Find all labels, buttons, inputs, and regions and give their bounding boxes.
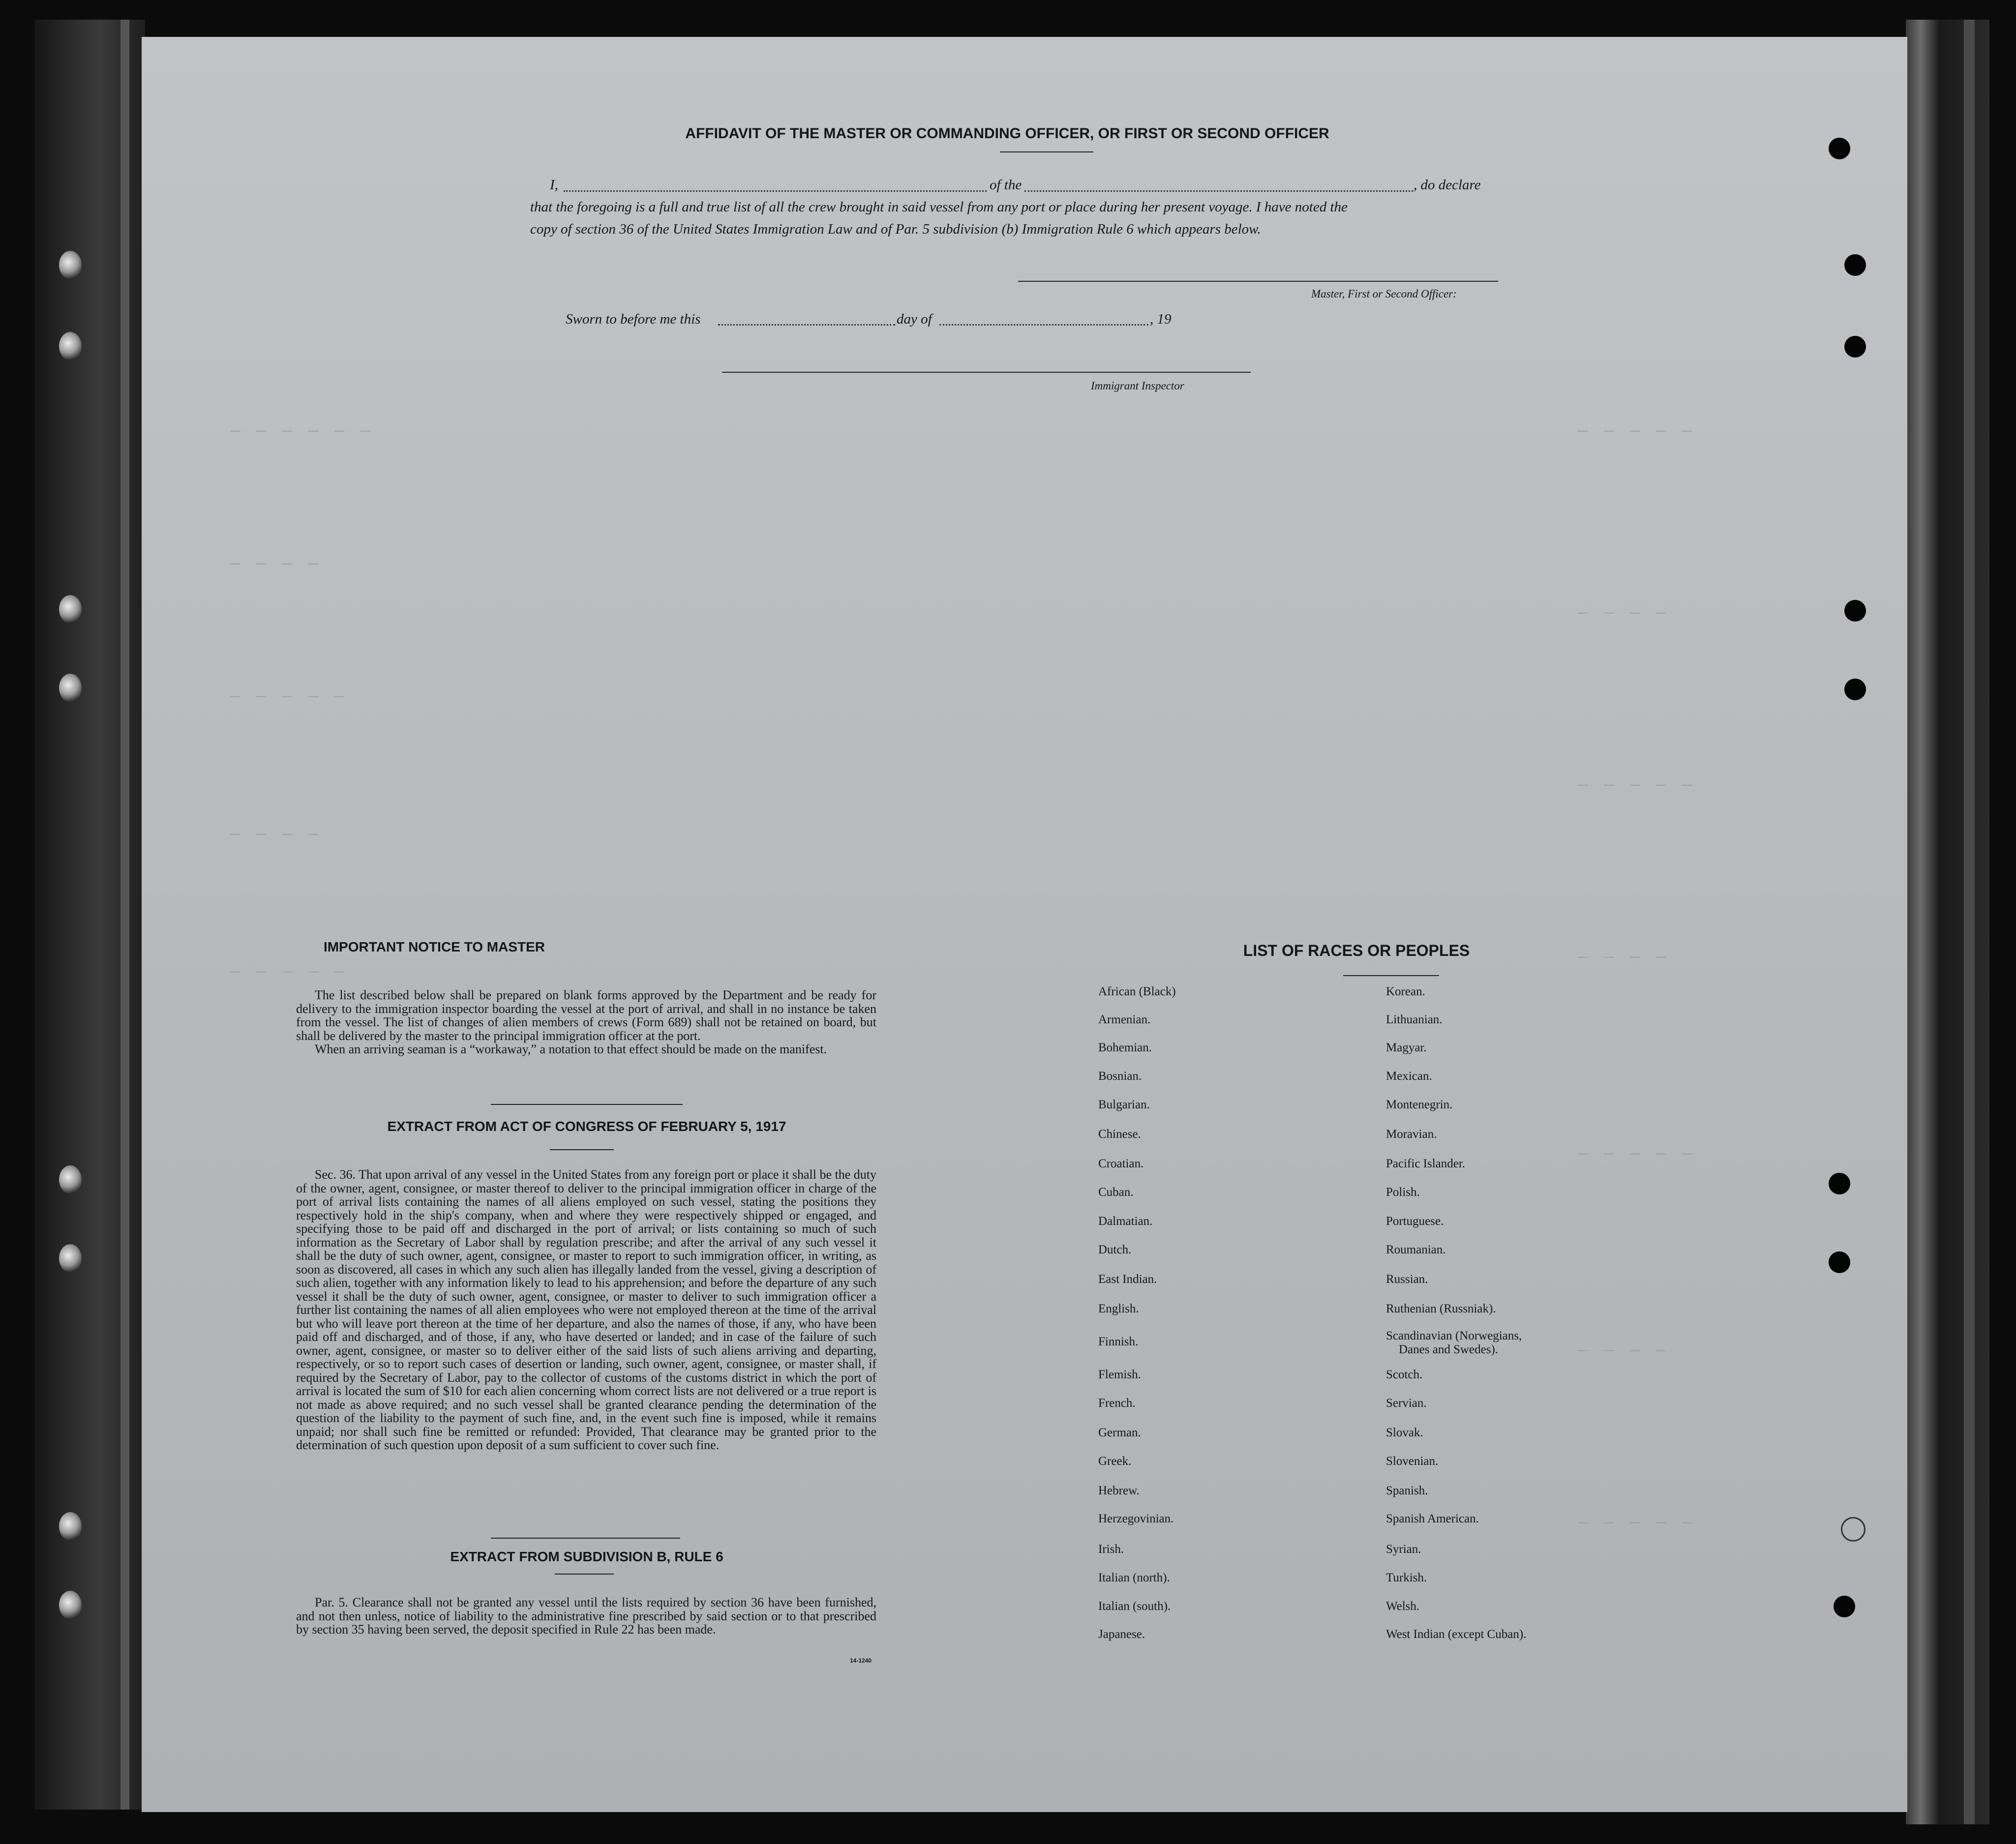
race-item: Italian (south). bbox=[1098, 1600, 1171, 1613]
race-item: Japanese. bbox=[1098, 1628, 1145, 1641]
race-item: Roumanian. bbox=[1386, 1243, 1446, 1256]
race-item: Ruthenian (Russniak). bbox=[1386, 1302, 1496, 1315]
race-item: Slovenian. bbox=[1386, 1455, 1439, 1468]
rule6-body bbox=[296, 1596, 876, 1636]
rule6-title: EXTRACT FROM SUBDIVISION B, RULE 6 bbox=[450, 1549, 723, 1564]
race-item: Hebrew. bbox=[1098, 1484, 1140, 1497]
affidavit-do-declare: , do declare bbox=[1414, 177, 1481, 193]
race-item: Slovak. bbox=[1386, 1426, 1423, 1439]
race-item: Korean. bbox=[1386, 985, 1425, 998]
binder-ring bbox=[59, 674, 82, 702]
affidavit-line2: copy of section 36 of the United States Immigration Law and of Par. 5 subdivision (b) Immigration Rule 6 which appears below. bbox=[530, 221, 1261, 237]
race-item: Greek. bbox=[1098, 1455, 1132, 1468]
punch-hole bbox=[1829, 1251, 1850, 1273]
binder-ring bbox=[59, 1244, 82, 1273]
affidavit-i-label: I, bbox=[550, 177, 558, 193]
race-item: Lithuanian. bbox=[1386, 1013, 1443, 1026]
race-item: Russian. bbox=[1386, 1273, 1428, 1286]
punch-hole bbox=[1844, 336, 1866, 357]
punch-hole bbox=[1834, 1596, 1855, 1617]
race-item: Syrian. bbox=[1386, 1543, 1421, 1556]
race-item: Armenian. bbox=[1098, 1013, 1151, 1026]
punch-hole bbox=[1829, 1173, 1850, 1194]
race-item: Portuguese. bbox=[1386, 1215, 1444, 1228]
sworn-day-line[interactable] bbox=[718, 324, 895, 326]
notice-paragraph: When an arriving seaman is a “workaway,” a notation to that effect should be made on the manifest. bbox=[315, 1042, 827, 1056]
binder-stripe bbox=[1964, 20, 1975, 1824]
punch-hole bbox=[1841, 1517, 1866, 1542]
race-item: Dutch. bbox=[1098, 1243, 1132, 1256]
binder-ring bbox=[59, 595, 82, 624]
races-title-underline bbox=[1343, 975, 1439, 976]
binder-edge bbox=[120, 20, 129, 1810]
race-item: East Indian. bbox=[1098, 1273, 1157, 1286]
race-item: Herzegovinian. bbox=[1098, 1512, 1174, 1525]
divider bbox=[555, 1574, 614, 1575]
race-item: Magyar. bbox=[1386, 1041, 1427, 1054]
vessel-field-line[interactable] bbox=[1024, 190, 1413, 192]
signature-line[interactable] bbox=[1018, 281, 1498, 282]
punch-hole bbox=[1829, 138, 1850, 159]
race-item: Chinese. bbox=[1098, 1128, 1141, 1141]
act-body bbox=[296, 1168, 876, 1452]
act-paragraph: Sec. 36. That upon arrival of any vessel in the United States from any foreign port or place it shall be the duty of the owner, agent, consignee, or master thereof to deliver to the principal immigration officer in charge of the port of arrival lists containing the names of all aliens employed on such vessel, stating the positions they respectively hold in the ship's company, when and where they were respectively shipped or engaged, and specifying those to be paid off and discharged in the port of arrival; or lists containing so much of such information as the Secretary of Labor shall by regulation prescribe; and after the arrival of any such vessel it shall be the duty of such owner, agent, consignee, or master to report to such immigration officer, in writing, as soon as discovered, all cases in which any such alien has illegally landed from the vessel, giving a description of such alien, together with any information likely to lead to his apprehension; and before the departure of any such vessel it shall be the duty of such owner, agent, consignee, or master to deliver to such immigration officer a further list containing the names of all alien employees who were not employed thereon at the time of the arrival but who will leave port thereon at the time of her departure, and also the names of those, if any, who have been paid off and discharged, and of those, if any, who have deserted or landed; and in case of the failure of such owner, agent, consignee, or master so to deliver either of the said lists of such aliens arriving and departing, respectively, or so to report such cases of desertion or landing, such owner, agent, consignee, or master shall, if required by the Secretary of Labor, pay to the collector of customs of the customs district in which the port of arrival is located the sum of $10 for each alien concerning whom correct lists are not delivered or a true report is not made as above required; and no such vessel shall be granted clearance pending the determination of the question of the liability to the payment of such fine, and, in the event such fine is imposed, while it remains unpaid; nor shall such fine be remitted or refunded: Provided, That clearance may be granted prior to the determination of such question upon deposit of a sum sufficient to cover such fine. bbox=[296, 1167, 876, 1452]
race-item: Danes and Swedes). bbox=[1399, 1343, 1499, 1356]
race-item: Scotch. bbox=[1386, 1368, 1423, 1381]
title-underline bbox=[1000, 151, 1093, 152]
race-item: Irish. bbox=[1098, 1543, 1124, 1556]
month-field-line[interactable] bbox=[939, 324, 1148, 326]
rule6-paragraph: Par. 5. Clearance shall not be granted any vessel until the lists required by section 36 have been furnished, and not then unless, notice of liability to the administrative fine prescribed by said section or to that prescribed by section 35 having been served, the deposit specified in Rule 22 has been made. bbox=[296, 1595, 876, 1636]
race-item: Moravian. bbox=[1386, 1128, 1437, 1141]
notice-body bbox=[296, 988, 876, 1056]
document-page: — — — — — — — — — — — — — — — — — — — — — — — — — — — — — — — — — — — — — — — — — — — — — — — — — — — — — — — — AFFIDAVIT OF THE MASTER OR COMMANDING OFFICER, OR FIRST OR SECOND OFFICER I, of the , do declare that the foregoing is a full and true list of all the crew brought in said vessel from any port or place during her present voyage. I have noted the copy of section 36 of the United States Immigration Law and of Par. 5 subdivision (b) Immigration Rule 6 which appears below. Master, First or Second Officer: Sworn to before me this day of , 19 Immigrant Inspector IMPORTANT NOTICE TO MASTER The list described below shall be prepared on blank forms approved by the Department and be ready for delivery to the immigration inspector boarding the vessel at the port of arrival, and shall in no instance be taken from the vessel. The list of changes of alien members of crews (Form 689) shall not be retained on board, but shall be delivered by the master to the principal immigration officer at the port. When an arriving seaman is a “workaway,” a notation to that effect should be made on the manifest. EXTRACT FROM ACT OF CONGRESS OF FEBRUARY 5, 1917 Sec. 36. That upon arrival of any vessel in the United States from any foreign port or place it shall be the duty of the owner, agent, consignee, or master thereof to deliver to the principal immigration officer in charge of the port of arrival lists containing the names of all aliens employed on such vessel, stating the positions they respectively hold in the ship's company, when and where they were respectively shipped or engaged, and specifying those to be paid off and discharged in the port of arrival; or lists containing so much of such information as the Secretary of Labor shall by regulation prescribe; and after the arrival of any such vessel it shall be the duty of such owner, agent, consignee, or master to report to such immigration officer, in writing, as soon as discovered, all cases in which any such alien has illegally landed from the vessel, giving a description of such alien, together with any information likely to lead to his apprehension; and before the departure of any such vessel it shall be the duty of such owner, agent, consignee, or master to deliver to such immigration officer a further list containing the names of all alien employees who were not employed thereon at the time of the arrival but who will leave port thereon at the time of her departure, and also the names of those, if any, who have been paid off and discharged, and of those, if any, who have deserted or landed; and in case of the failure of such owner, agent, consignee, or master so to deliver either of the said lists of such aliens arriving and departing, respectively, or so to report such cases of desertion or landing, such owner, agent, consignee, or master shall, if required by the Secretary of Labor, pay to the collector of customs of the customs district in which the port of arrival is located the sum of $10 for each alien concerning whom correct lists are not delivered or a true report is not made as above required; and no such vessel shall be granted clearance pending the determination of the question of the liability to the payment of such fine, and, in the event such fine is imposed, while it remains unpaid; nor shall such fine be remitted or refunded: Provided, That clearance may be granted prior to the determination of such question upon deposit of a sum sufficient to cover such fine. EXTRACT FROM SUBDIVISION B, RULE 6 Par. 5. Clearance shall not be granted any vessel until the lists required by section 36 have been furnished, and not then unless, notice of liability to the administrative fine prescribed by said section or to that prescribed by section 35 having been served, the deposit specified in Rule 22 has been made. 14-1240 LIST OF RACES OR PEOPLES African (Black) Armenian. Bohemian. Bosnian. Bulgarian. Chinese. Croatian. Cuban. Dalmatian. Dutch. East Indian. English. Finnish. Flemish. French. German. Greek. Hebrew. Herzegovinian. Irish. Italian (north). Italian (south). Japanese. Korean. Lithuanian. Magyar. Mexican. Montenegrin. Moravian. Pacific Islander. Polish. Portuguese. Roumanian. Russian. Ruthenian (Russniak). Scandinavian (Norwegians, Danes and Swedes). Scotch. Servian. Slovak. Slovenian. Spanish. Spanish American. Syrian. Turkish. Welsh. West Indian (except Cuban). bbox=[142, 37, 1907, 1812]
race-item: Italian (north). bbox=[1098, 1571, 1170, 1584]
inspector-caption: Immigrant Inspector bbox=[1091, 380, 1184, 392]
binder-ring bbox=[59, 1512, 82, 1541]
race-item: African (Black) bbox=[1098, 985, 1176, 998]
notice-paragraph: The list described below shall be prepared on blank forms approved by the Department and be ready for delivery to the immigration inspector boarding the vessel at the port of arrival, and shall in no instance be taken from the vessel. The list of changes of alien members of crews (Form 689) shall not be retained on board, but shall be delivered by the master to the principal immigration officer at the port. bbox=[296, 988, 876, 1043]
day-of-label: day of bbox=[897, 311, 932, 327]
race-item: Bosnian. bbox=[1098, 1070, 1142, 1083]
race-item: English. bbox=[1098, 1302, 1139, 1315]
race-item: West Indian (except Cuban). bbox=[1386, 1628, 1527, 1641]
affidavit-title: AFFIDAVIT OF THE MASTER OR COMMANDING OFFICER, OR FIRST OR SECOND OFFICER bbox=[685, 125, 1329, 142]
race-item: German. bbox=[1098, 1426, 1141, 1439]
act-title: EXTRACT FROM ACT OF CONGRESS OF FEBRUARY 5, 1917 bbox=[387, 1119, 786, 1134]
sworn-label: Sworn to before me this bbox=[566, 311, 701, 327]
race-item: French. bbox=[1098, 1397, 1136, 1410]
binder-ring bbox=[59, 1591, 82, 1619]
inspector-signature-line[interactable] bbox=[722, 372, 1251, 373]
race-item: Spanish. bbox=[1386, 1484, 1428, 1497]
race-item: Spanish American. bbox=[1386, 1512, 1479, 1525]
race-item: Bulgarian. bbox=[1098, 1098, 1150, 1111]
race-item: Dalmatian. bbox=[1098, 1215, 1153, 1228]
affidavit-line1: that the foregoing is a full and true list of all the crew brought in said vessel from any port or place during her present voyage. I have noted the bbox=[530, 199, 1348, 215]
binder-ring bbox=[59, 1165, 82, 1194]
notice-title: IMPORTANT NOTICE TO MASTER bbox=[323, 939, 545, 954]
race-item: Scandinavian (Norwegians, bbox=[1386, 1329, 1522, 1342]
punch-hole bbox=[1844, 600, 1866, 622]
races-title: LIST OF RACES OR PEOPLES bbox=[1243, 942, 1470, 959]
race-item: Finnish. bbox=[1098, 1335, 1139, 1348]
divider bbox=[491, 1104, 683, 1105]
form-code: 14-1240 bbox=[850, 1657, 872, 1664]
affidavit-of-the: of the bbox=[990, 177, 1022, 193]
race-item: Pacific Islander. bbox=[1386, 1157, 1466, 1170]
race-item: Polish. bbox=[1386, 1186, 1420, 1199]
race-item: Servian. bbox=[1386, 1397, 1427, 1410]
binder-ring bbox=[59, 332, 82, 360]
race-item: Turkish. bbox=[1386, 1571, 1427, 1584]
race-item: Mexican. bbox=[1386, 1070, 1432, 1083]
divider bbox=[491, 1538, 680, 1539]
punch-hole bbox=[1844, 254, 1866, 276]
divider bbox=[550, 1149, 614, 1150]
name-field-line[interactable] bbox=[564, 190, 987, 192]
race-item: Montenegrin. bbox=[1386, 1098, 1453, 1111]
race-item: Flemish. bbox=[1098, 1368, 1141, 1381]
race-item: Croatian. bbox=[1098, 1157, 1144, 1170]
binder-right bbox=[1906, 20, 1989, 1824]
signature-caption: Master, First or Second Officer: bbox=[1311, 288, 1457, 300]
binder-left bbox=[34, 20, 145, 1810]
binder-ring bbox=[59, 251, 82, 279]
race-item: Cuban. bbox=[1098, 1186, 1134, 1199]
year-label: , 19 bbox=[1150, 311, 1172, 327]
race-item: Bohemian. bbox=[1098, 1041, 1152, 1054]
race-item: Welsh. bbox=[1386, 1600, 1420, 1613]
punch-hole bbox=[1844, 679, 1866, 700]
